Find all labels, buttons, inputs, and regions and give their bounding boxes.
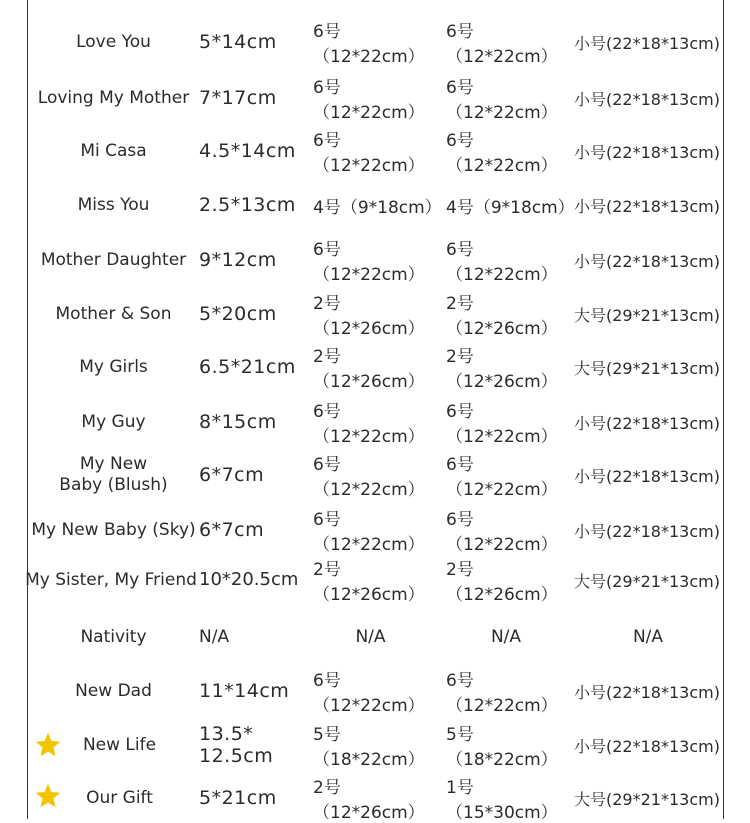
box-size: 小号(22*18*13cm) [574, 196, 720, 216]
box-size: 小号(22*18*13cm) [574, 736, 720, 756]
table-row [28, 129, 722, 176]
product-name: My New Baby (Blush) [59, 454, 168, 495]
box-size: N/A [632, 627, 664, 647]
product-name: My Guy [81, 411, 146, 432]
package-size-b: 6号（12*22cm） [446, 240, 558, 285]
package-size-a: 6号（12*22cm） [313, 240, 425, 285]
package-size-a: 6号（12*22cm） [313, 22, 425, 67]
product-size: 4.5*14cm [199, 140, 296, 162]
package-size-b: 4号（9*18cm） [446, 197, 575, 218]
table-row [28, 400, 722, 447]
package-size-b: 2号（12*26cm） [446, 347, 558, 392]
package-size-b: 1号（15*30cm） [446, 778, 558, 823]
package-size-b: 2号（12*26cm） [446, 560, 558, 605]
product-name: New Dad [75, 680, 152, 701]
package-size-b: 2号（12*26cm） [446, 294, 558, 339]
box-size: 小号(22*18*13cm) [574, 33, 720, 53]
product-size: 11*14cm [199, 680, 290, 702]
product-size: 6*7cm [199, 519, 265, 541]
product-name: My Sister, My Friend [25, 569, 197, 590]
package-size-b: 6号（12*22cm） [446, 22, 558, 67]
box-size: 大号(29*21*13cm) [574, 358, 720, 378]
product-size: 5*14cm [199, 31, 277, 53]
package-size-a: 2号（12*26cm） [313, 778, 425, 823]
table-row [28, 669, 722, 716]
product-size: 9*12cm [199, 249, 277, 271]
product-size: 5*20cm [199, 303, 277, 325]
package-size-b: 6号（12*22cm） [446, 671, 558, 716]
box-size: 大号(29*21*13cm) [574, 571, 720, 591]
product-size: 6.5*21cm [199, 356, 296, 378]
table-row [28, 238, 722, 285]
table-row [25, 558, 722, 605]
table-row [28, 345, 722, 392]
product-name: Love You [76, 31, 151, 52]
product-size: 13.5* 12.5cm [199, 723, 274, 767]
box-size: 大号(29*21*13cm) [574, 789, 720, 809]
package-size-a: 6号（12*22cm） [313, 455, 425, 500]
table-row [28, 453, 722, 500]
product-name: My Girls [79, 356, 148, 377]
package-size-b: N/A [490, 627, 522, 647]
product-size: 5*21cm [199, 787, 277, 809]
package-size-a: 2号（12*26cm） [313, 294, 425, 339]
table-row [28, 508, 722, 555]
package-size-a: 6号（12*22cm） [313, 131, 425, 176]
product-size: 10*20.5cm [199, 569, 299, 590]
package-size-a: 6号（12*22cm） [313, 510, 425, 555]
product-size: 8*15cm [199, 411, 277, 433]
product-name: Mother Daughter [40, 249, 187, 270]
package-size-b: 6号（12*22cm） [446, 402, 558, 447]
product-name: Our Gift [86, 787, 153, 808]
product-name: Miss You [77, 194, 150, 215]
box-size: 小号(22*18*13cm) [574, 89, 720, 109]
table-row [28, 776, 722, 823]
package-size-b: 6号（12*22cm） [446, 131, 558, 176]
box-size: 小号(22*18*13cm) [574, 466, 720, 486]
product-name: New Life [82, 734, 157, 755]
package-size-b: 6号（12*22cm） [446, 455, 558, 500]
package-size-b: 6号（12*22cm） [446, 510, 558, 555]
package-size-b: 5号（18*22cm） [446, 725, 558, 770]
table-row [28, 722, 722, 768]
package-size-a: 2号（12*26cm） [313, 347, 425, 392]
product-name: Loving My Mother [37, 87, 190, 108]
table-row [28, 183, 722, 227]
package-size-a: 6号（12*22cm） [313, 402, 425, 447]
package-size-a: 5号（18*22cm） [313, 725, 425, 770]
package-size-a: 2号（12*26cm） [313, 560, 425, 605]
product-size: 2.5*13cm [199, 194, 296, 216]
box-size: 小号(22*18*13cm) [574, 521, 720, 541]
product-name: My New Baby (Sky) [31, 519, 196, 540]
package-size-a: 6号（12*22cm） [313, 671, 425, 716]
package-size-a: N/A [355, 627, 386, 647]
product-size: N/A [199, 627, 230, 647]
table-row [28, 292, 722, 339]
product-size: 6*7cm [199, 464, 265, 486]
product-name: Mother & Son [55, 303, 172, 324]
package-size-a: 6号（12*22cm） [313, 78, 425, 123]
product-name: Mi Casa [80, 140, 147, 161]
box-size: 小号(22*18*13cm) [574, 142, 720, 162]
box-size: 小号(22*18*13cm) [574, 413, 720, 433]
table-row [28, 20, 722, 67]
table-row [28, 615, 722, 659]
box-size: 小号(22*18*13cm) [574, 251, 720, 271]
product-size: 7*17cm [199, 87, 277, 109]
box-size: 小号(22*18*13cm) [574, 682, 720, 702]
product-name: Nativity [80, 626, 147, 647]
package-size-b: 6号（12*22cm） [446, 78, 558, 123]
box-size: 大号(29*21*13cm) [574, 305, 720, 325]
package-size-a: 4号（9*18cm） [313, 197, 442, 218]
table-row [28, 76, 722, 123]
